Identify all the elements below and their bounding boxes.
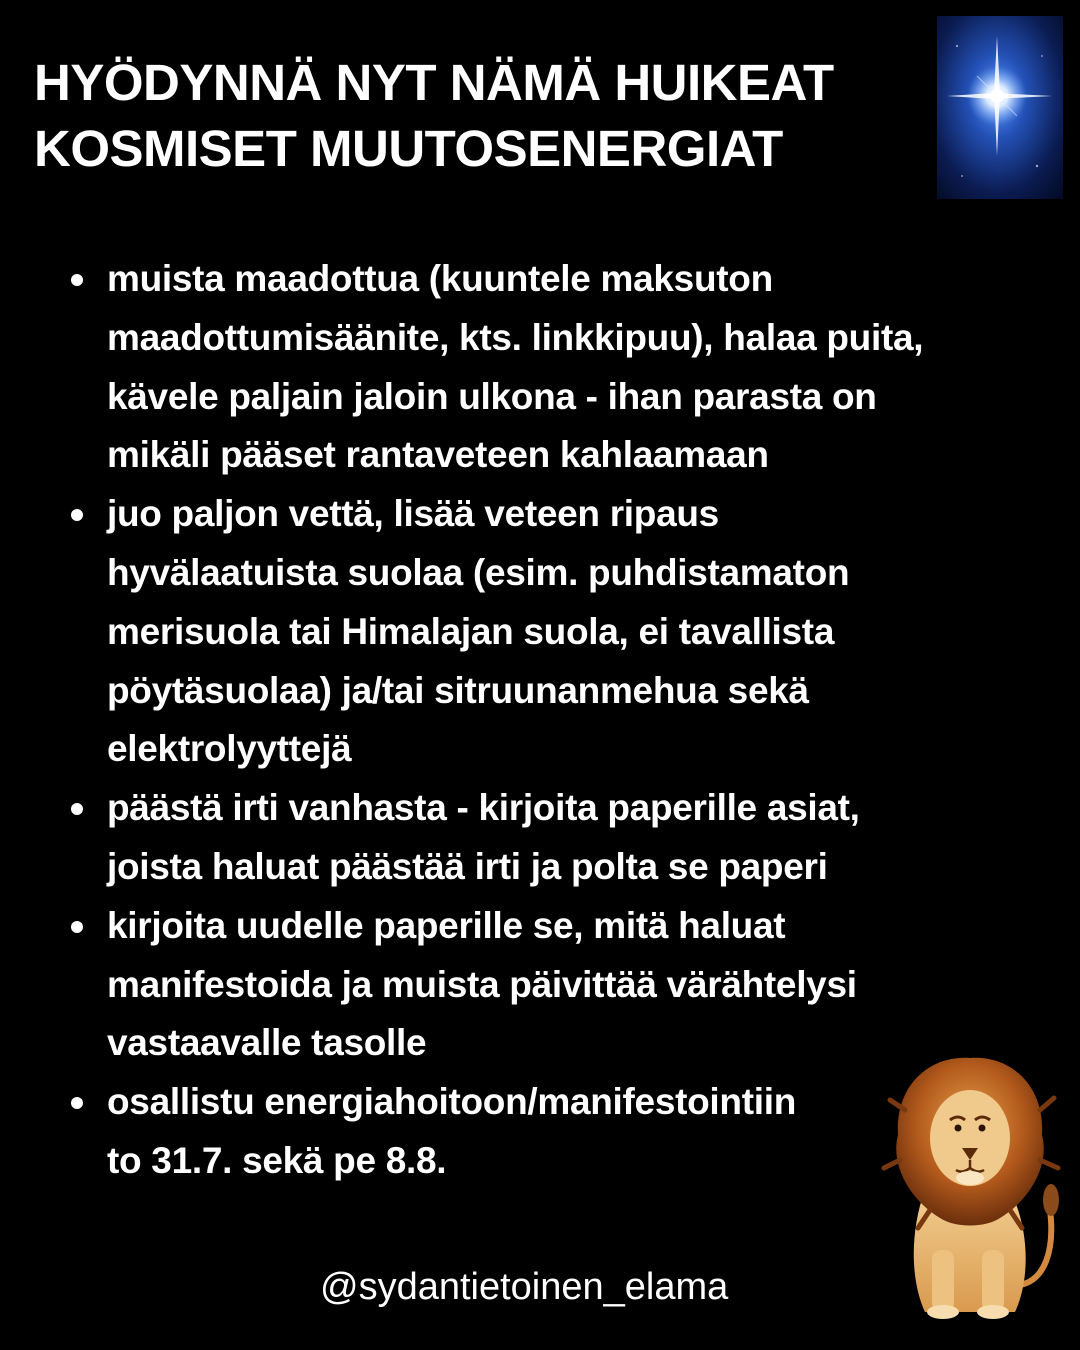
bullet-icon xyxy=(71,803,83,815)
instagram-handle: @sydantietoinen_elama xyxy=(320,1266,729,1308)
page-title xyxy=(34,50,914,182)
title-line-1: HYÖDYNNÄ NYT NÄMÄ HUIKEAT xyxy=(34,54,834,111)
bullet-icon xyxy=(71,921,83,933)
list-item-line: elektrolyyttejä xyxy=(107,728,352,770)
list-item xyxy=(70,250,1030,485)
list-item-line: manifestoida ja muista päivittää värähtelysi xyxy=(107,963,857,1005)
list-item-line: hyvälaatuista suolaa (esim. puhdistamaton xyxy=(107,551,850,593)
list-item-line: to 31.7. sekä pe 8.8. xyxy=(107,1139,447,1181)
list-item-line: maadottumisäänite, kts. linkkipuu), halaa puita, xyxy=(107,316,924,358)
star-icon xyxy=(937,16,1063,199)
list-item-line: merisuola tai Himalajan suola, ei tavallista xyxy=(107,610,835,652)
bullet-icon xyxy=(71,1097,83,1109)
lion-icon xyxy=(870,1050,1070,1320)
list-item xyxy=(70,485,1030,779)
list-item-line: päästä irti vanhasta - kirjoita paperille asiat, xyxy=(107,787,860,829)
list-item-line: osallistu energiahoitoon/manifestointiin xyxy=(107,1081,796,1123)
list-item-line: kirjoita uudelle paperille se, mitä haluat xyxy=(107,904,786,946)
list-item-line: muista maadottua (kuuntele maksuton xyxy=(107,258,773,299)
list-item xyxy=(70,779,1030,897)
bullet-icon xyxy=(71,274,83,286)
list-item-line: pöytäsuolaa) ja/tai sitruunanmehua sekä xyxy=(107,669,809,711)
list-item-line: vastaavalle tasolle xyxy=(107,1022,427,1064)
title-line-2: KOSMISET MUUTOSENERGIAT xyxy=(34,120,783,177)
list-item-line: kävele paljain jaloin ulkona - ihan parasta on xyxy=(107,375,877,417)
list-item-line: mikäli pääset rantaveteen kahlaamaan xyxy=(107,434,769,476)
list-item xyxy=(70,897,1030,1073)
list-item-line: joista haluat päästää irti ja polta se paperi xyxy=(107,845,828,887)
bullet-icon xyxy=(71,509,83,521)
list-item-line: juo paljon vettä, lisää veteen ripaus xyxy=(107,493,719,535)
